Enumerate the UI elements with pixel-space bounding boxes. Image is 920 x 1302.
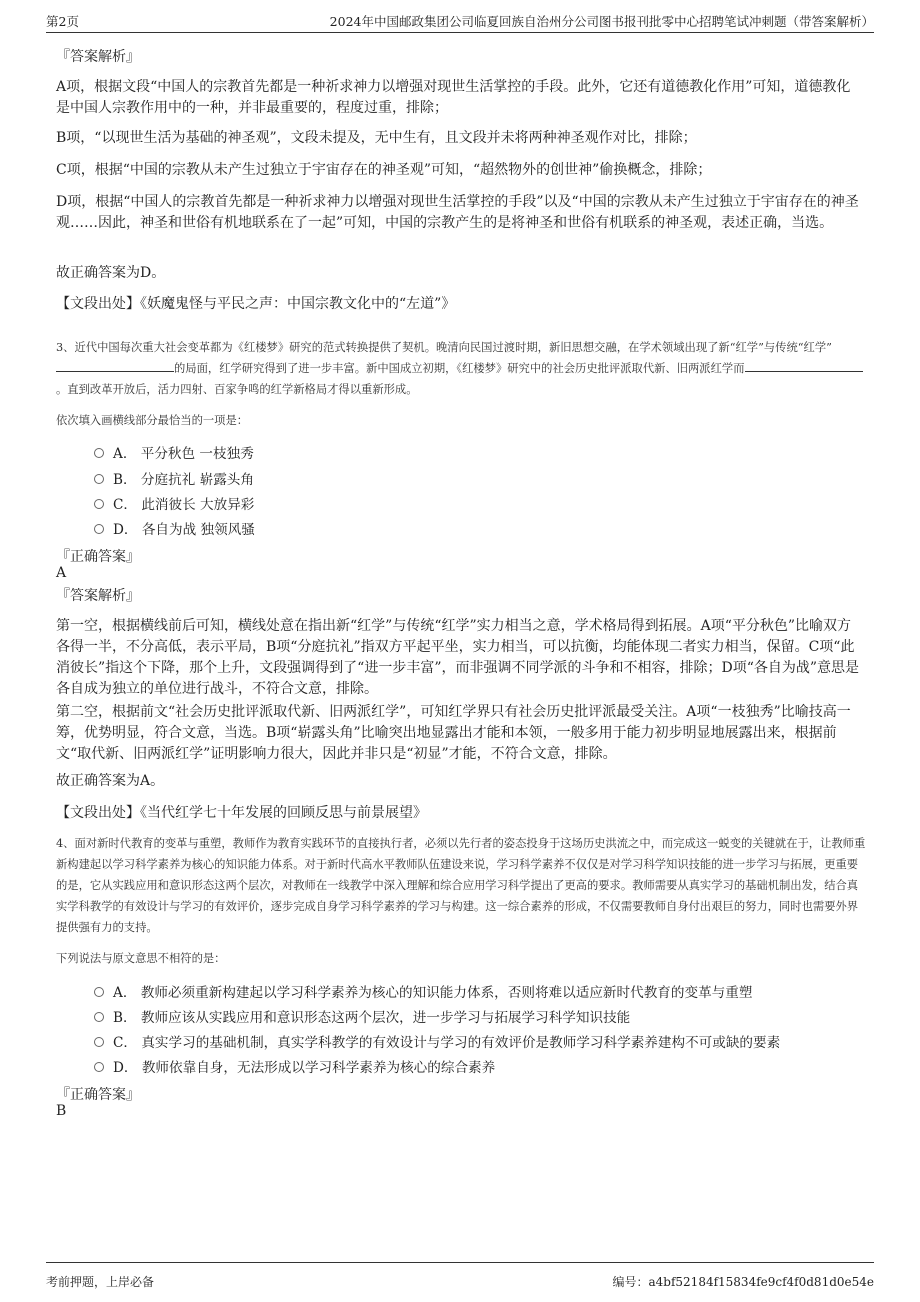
q2-analysis-d: D项，根据“中国人的宗教首先都是一种祈求神力以增强对现世生活掌控的手段”以及“中国的宗教从未产生过独立于宇宙存在的神圣观……因此，神圣和世俗有机地联系在了一起”可知，中国的宗教产生的是将神圣和世俗有机联系的神圣观，表述正确，当选。 (56, 194, 859, 231)
q3-option-c[interactable] (94, 492, 254, 514)
radio-icon[interactable] (94, 1037, 104, 1047)
option-label: B． 分庭抗礼 崭露头角 (113, 472, 254, 488)
q4-option-d[interactable] (94, 1055, 495, 1077)
option-label: B． 教师应该从实践应用和意识形态这两个层次，进一步学习与拓展学习科学知识技能 (113, 1010, 631, 1026)
option-label: A． 教师必须重新构建起以学习科学素养为核心的知识能力体系，否则将难以适应新时代教育的变革与重塑 (113, 985, 753, 1001)
q3-option-a[interactable] (94, 441, 254, 463)
q4-option-c[interactable] (94, 1030, 780, 1052)
radio-icon[interactable] (94, 1012, 104, 1022)
q4-option-a[interactable] (94, 980, 752, 1002)
radio-icon[interactable] (94, 524, 104, 534)
q3-source: 【文段出处】《当代红学七十年发展的回顾反思与前景展望》 (56, 805, 427, 821)
page-header (46, 10, 874, 33)
q2-source: 【文段出处】《妖魔鬼怪与平民之声：中国宗教文化中的“左道”》 (56, 296, 456, 312)
q3-stem (56, 337, 866, 400)
q4-answer-tag: 『正确答案』 (56, 1087, 140, 1103)
document-title: 2024年中国邮政集团公司临夏回族自治州分公司图书报刊批零中心招聘笔试冲刺题（带答案解析） (329, 14, 874, 29)
q3-blank-2 (745, 359, 863, 372)
q3-analysis-tag: 『答案解析』 (56, 588, 140, 604)
q3-stem-part3: 。直到改革开放后，活力四射、百家争鸣的红学新格局才得以重新形成。 (56, 383, 418, 396)
q3-option-d[interactable] (94, 517, 255, 539)
option-label: C． 真实学习的基础机制，真实学科教学的有效设计与学习的有效评价是教师学习科学素养建构不可或缺的要素 (113, 1035, 781, 1051)
q3-option-b[interactable] (94, 467, 254, 489)
radio-icon[interactable] (94, 499, 104, 509)
q2-analysis-c: C项，根据“中国的宗教从未产生过独立于宇宙存在的神圣观”可知，“超然物外的创世神”偷换概念，排除； (56, 162, 712, 178)
q4-answer: B (56, 1103, 67, 1119)
radio-icon[interactable] (94, 474, 104, 484)
q3-conclusion: 故正确答案为A。 (56, 773, 165, 789)
q3-blank-1 (56, 359, 174, 372)
radio-icon[interactable] (94, 1062, 104, 1072)
q3-stem-part1: 3、近代中国每次重大社会变革都为《红楼梦》研究的范式转换提供了契机。晚清向民国过渡时期，新旧思想交融，在学术领域出现了新“红学”与传统“红学” (56, 341, 832, 354)
document-code: 编号：a4bf52184f15834fe9cf4f0d81d0e54e (612, 1275, 874, 1289)
radio-icon[interactable] (94, 987, 104, 997)
option-label: D． 教师依靠自身，无法形成以学习科学素养为核心的综合素养 (113, 1060, 496, 1076)
page-number: 第2页 (46, 14, 79, 29)
q3-instruction: 依次填入画横线部分最恰当的一项是： (56, 414, 249, 427)
q3-analysis-1: 第一空，根据横线前后可知，横线处意在指出新“红学”与传统“红学”实力相当之意，学术格局得到拓展。A项“平分秋色”比喻双方各得一半，不分高低，表示平局，B项“分庭抗礼”指双方平起平坐，实力相当，可以抗衡，均能体现二者实力相当，保留。C项“此消彼长”指这个下降，那个上升，文段强调得到了“进一步丰富”，而非强调不同学派的斗争和不相容，排除；D项“各自为战”意思是各自成为独立的单位进行战斗，不符合文意，排除。 (56, 618, 860, 697)
q4-stem: 4、面对新时代教育的变革与重塑，教师作为教育实践环节的直接执行者，必须以先行者的姿态投身于这场历史洪流之中，而完成这一蜕变的关键就在于，让教师重新构建起以学习科学素养为核心的知识能力体系。对于新时代高水平教师队伍建设来说，学习科学素养不仅仅是对学习科学知识技能的进一步学习与拓展，更重要的是，它从实践应用和意识形态这两个层次，对教师在一线教学中深入理解和综合应用学习科学提出了更高的要求。教师需要从真实学习的基础机制出发，结合真实学科教学的有效设计与学习的有效评价，逐步完成自身学习科学素养的学习与构建。这一综合素养的形成，不仅需要教师自身付出艰巨的努力，同时也需要外界提供强有力的支持。 (56, 837, 866, 934)
footer-slogan: 考前押题，上岸必备 (46, 1275, 155, 1289)
option-label: C． 此消彼长 大放异彩 (113, 497, 255, 513)
q2-analysis-a: A项，根据文段“中国人的宗教首先都是一种祈求神力以增强对现世生活掌控的手段。此外，它还有道德教化作用”可知，道德教化是中国人宗教作用中的一种，并非最重要的，程度过重，排除； (56, 79, 851, 116)
q4-instruction: 下列说法与原文意思不相符的是： (56, 952, 226, 965)
q2-analysis-tag: 『答案解析』 (56, 49, 140, 65)
q3-answer-tag: 『正确答案』 (56, 549, 140, 565)
option-label: A． 平分秋色 一枝独秀 (113, 446, 254, 462)
page-footer (46, 1262, 874, 1293)
radio-icon[interactable] (94, 448, 104, 458)
option-label: D． 各自为战 独领风骚 (113, 522, 255, 538)
q3-stem-part2: 的局面，红学研究得到了进一步丰富。新中国成立初期，《红楼梦》研究中的社会历史批评派取代新、旧两派红学而 (174, 362, 745, 375)
q2-analysis-b: B项，“以现世生活为基础的神圣观”，文段未提及，无中生有，且文段并未将两种神圣观作对比，排除； (56, 130, 697, 146)
q2-conclusion: 故正确答案为D。 (56, 265, 166, 281)
q4-option-b[interactable] (94, 1005, 630, 1027)
q3-analysis-2: 第二空，根据前文“社会历史批评派取代新、旧两派红学”，可知红学界只有社会历史批评派最受关注。A项“一枝独秀”比喻技高一筹，优势明显，符合文意，当选。B项“崭露头角”比喻突出地显露出才能和本领，一般多用于能力初步明显地展露出来，根据前文“取代新、旧两派红学”证明影响力很大，因此并非只是“初显”才能，不符合文意，排除。 (56, 704, 851, 762)
q3-answer: A (56, 565, 67, 581)
